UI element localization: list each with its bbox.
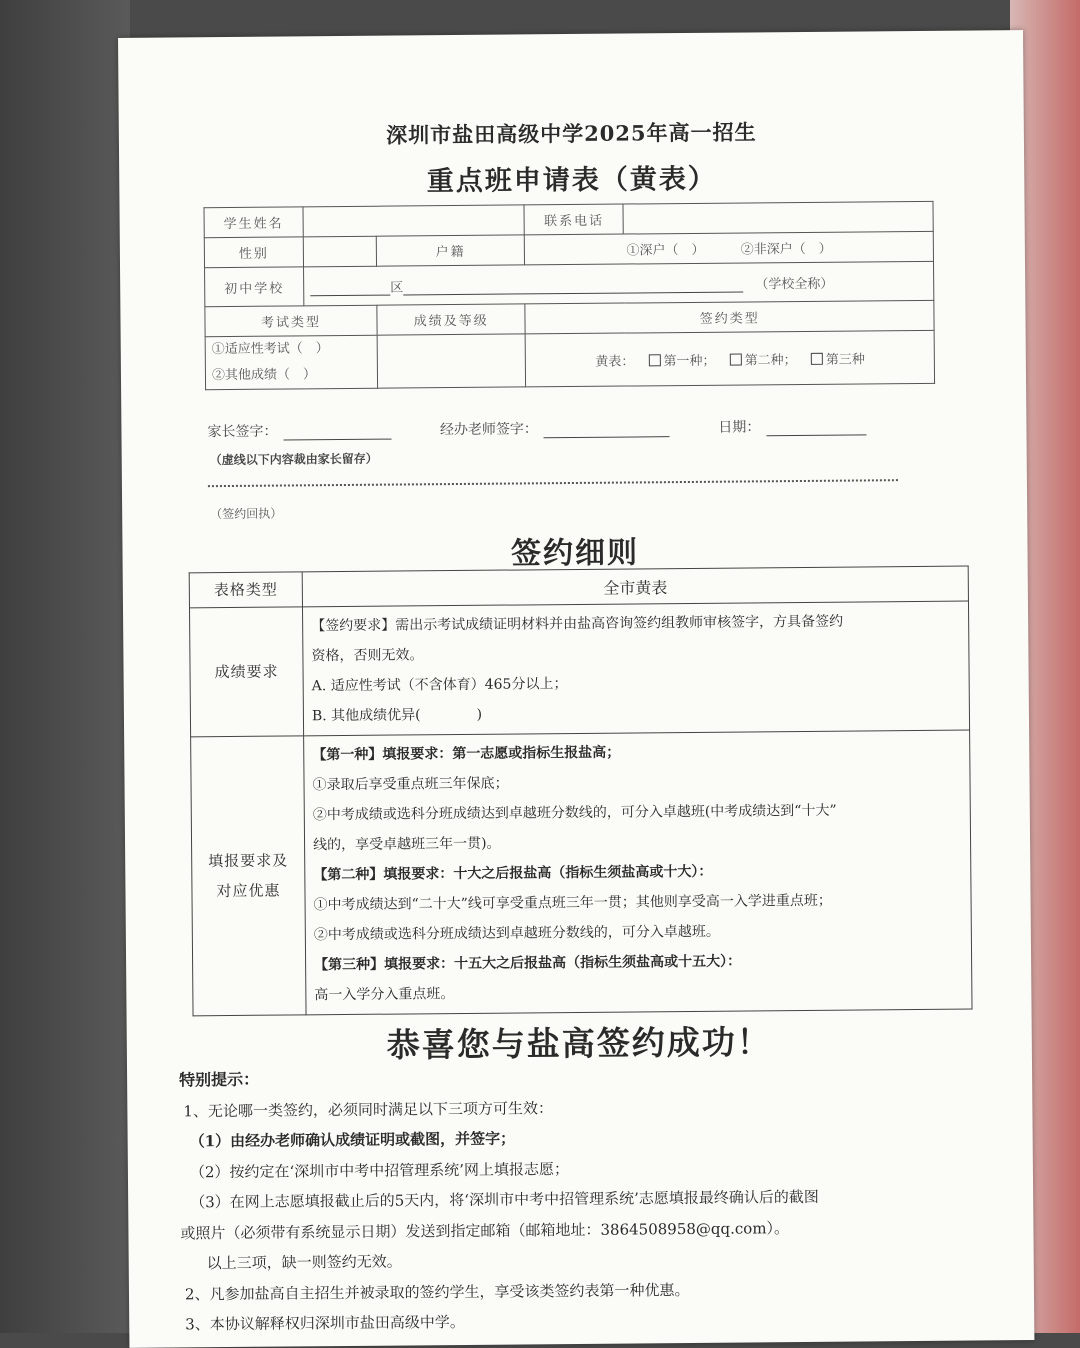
score-line-2: 资格，否则无效。 — [311, 647, 424, 665]
student-name-label: 学生姓名 — [204, 207, 303, 238]
fill-line-3: ②中考成绩或选科分班成绩达到卓越班分数线的，可分入卓越班(中考成绩达到“十大” — [312, 802, 837, 824]
type1-label: 第一种； — [663, 353, 716, 369]
phone-label: 联系电话 — [524, 204, 623, 235]
receipt-note: （签约回执） — [210, 506, 283, 522]
school-fullname-hint: （学校全称） — [755, 276, 834, 292]
district-blank[interactable] — [310, 294, 390, 296]
fill-line-1: 【第一种】填报要求：第一志愿或指标生报盐高； — [312, 744, 621, 764]
type2-checkbox[interactable] — [730, 353, 742, 365]
form-title: 重点班申请表（黄表） — [426, 163, 717, 198]
congrats-title: 恭喜您与盐高签约成功！ — [386, 1022, 772, 1065]
district-suffix: 区 — [390, 279, 404, 296]
hukou-option-shenzhen[interactable]: ①深户（ ） — [626, 242, 705, 259]
tip-line-3: （2）按约定在‘深圳市中考中招管理系统’网上填报志愿； — [189, 1159, 570, 1181]
gender-field[interactable] — [303, 236, 376, 267]
fill-label-line-2: 对应优惠 — [216, 881, 281, 901]
exam-type-options — [205, 335, 377, 389]
score-line-3: A. 适应性考试（不含体育）465分以上； — [311, 676, 568, 695]
fill-requirement-label — [191, 736, 306, 1016]
tips-heading: 特别提示： — [179, 1069, 260, 1090]
type3-checkbox[interactable] — [811, 352, 823, 364]
gender-label: 性别 — [204, 237, 303, 268]
background-left — [0, 0, 130, 1333]
score-requirement-label: 成绩要求 — [189, 607, 303, 737]
tip-line-1: 1、无论哪一类签约，必须同时满足以下三项方可生效： — [183, 1098, 553, 1120]
cut-line-note: （虚线以下内容裁由家长留存） — [209, 451, 378, 468]
exam-type-header: 考试类型 — [205, 305, 377, 336]
tip-line-7: 2、凡参加盐高自主招生并被录取的签约学生，享受该类签约表第一种优惠。 — [184, 1280, 690, 1303]
fill-line-7: ②中考成绩或选科分班成绩达到卓越班分数线的，可分入卓越班。 — [313, 923, 720, 944]
date-label: 日期： — [718, 419, 761, 436]
fill-line-6: ①中考成绩达到“二十大”线可享受重点班三年一贯；其他则享受高一入学进重点班； — [313, 892, 832, 914]
phone-field[interactable] — [623, 201, 933, 234]
teacher-signature-label: 经办老师签字： — [439, 421, 538, 439]
junior-school-field[interactable] — [304, 261, 934, 305]
signature-row — [207, 415, 907, 441]
student-name-field[interactable] — [303, 205, 525, 237]
exam-option-adaptive[interactable]: ①适应性考试（ ） — [211, 341, 329, 358]
tip-line-2: （1）由经办老师确认成绩证明或截图，并签字； — [189, 1129, 516, 1151]
dotted-cut-line — [208, 479, 898, 487]
type1-checkbox[interactable] — [648, 354, 660, 366]
fill-line-5: 【第二种】填报要求：十大之后报盐高（指标生须盐高或十大）： — [313, 863, 713, 884]
hukou-options — [525, 231, 934, 265]
fill-line-4: 线的，享受卓越班三年一贯)。 — [313, 835, 501, 854]
rules-table — [189, 566, 973, 1017]
type2-label: 第二种； — [744, 352, 797, 368]
score-line-1: 【签约要求】需出示考试成绩证明材料并由盐高咨询签约组教师审核签字，方具备签约 — [311, 613, 844, 635]
tip-line-5: 或照片（必须带有系统显示日期）发送到指定邮箱（邮箱地址：3864508958@qq.com）。 — [180, 1218, 790, 1242]
application-form-table — [203, 201, 935, 390]
fill-line-2: ①录取后享受重点班三年保底； — [312, 775, 509, 794]
exam-option-other[interactable]: ②其他成绩（ ） — [211, 367, 317, 384]
tip-line-6: 以上三项，缺一则签约无效。 — [206, 1252, 402, 1273]
special-tips — [179, 1058, 1001, 1340]
fill-line-8: 【第三种】填报要求：十五大之后报盐高（指标生须盐高或十五大）： — [314, 953, 742, 974]
tip-line-8: 3、本协议解释权归深圳市盐田高级中学。 — [185, 1312, 465, 1334]
rules-header-left: 表格类型 — [189, 572, 302, 608]
parent-signature-label: 家长签字： — [207, 423, 278, 441]
type3-label: 第三种 — [825, 351, 865, 368]
parent-signature-blank[interactable] — [284, 439, 392, 441]
hukou-option-non-shenzhen[interactable]: ②非深户（ ） — [740, 241, 832, 258]
rules-header-right: 全市黄表 — [302, 566, 968, 607]
school-name-blank[interactable] — [403, 291, 743, 295]
yellow-form-label: 黄表： — [595, 353, 635, 370]
fill-requirement-content — [304, 730, 972, 1015]
date-blank[interactable] — [766, 434, 866, 436]
school-title: 深圳市盐田高级中学2025年高一招生 — [386, 119, 757, 148]
contract-type-options — [526, 330, 935, 387]
score-field[interactable] — [377, 334, 526, 388]
score-header: 成绩及等级 — [377, 304, 526, 335]
hukou-label: 户籍 — [376, 235, 525, 266]
junior-school-label: 初中学校 — [205, 267, 304, 307]
teacher-signature-blank[interactable] — [544, 436, 670, 438]
fill-label-line-1: 填报要求及 — [208, 851, 289, 871]
score-requirement-content — [302, 601, 969, 736]
rules-title: 签约细则 — [510, 535, 640, 572]
fill-line-9: 高一入学分入重点班。 — [314, 986, 455, 1004]
paper-sheet — [118, 30, 1034, 1348]
contract-type-header: 签约类型 — [525, 300, 934, 334]
score-line-4: B. 其他成绩优异( ) — [311, 706, 483, 725]
tip-line-4: （3）在网上志愿填报截止后的5天内，将‘深圳市中考中招管理系统’志愿填报最终确认后的截图 — [190, 1187, 819, 1212]
